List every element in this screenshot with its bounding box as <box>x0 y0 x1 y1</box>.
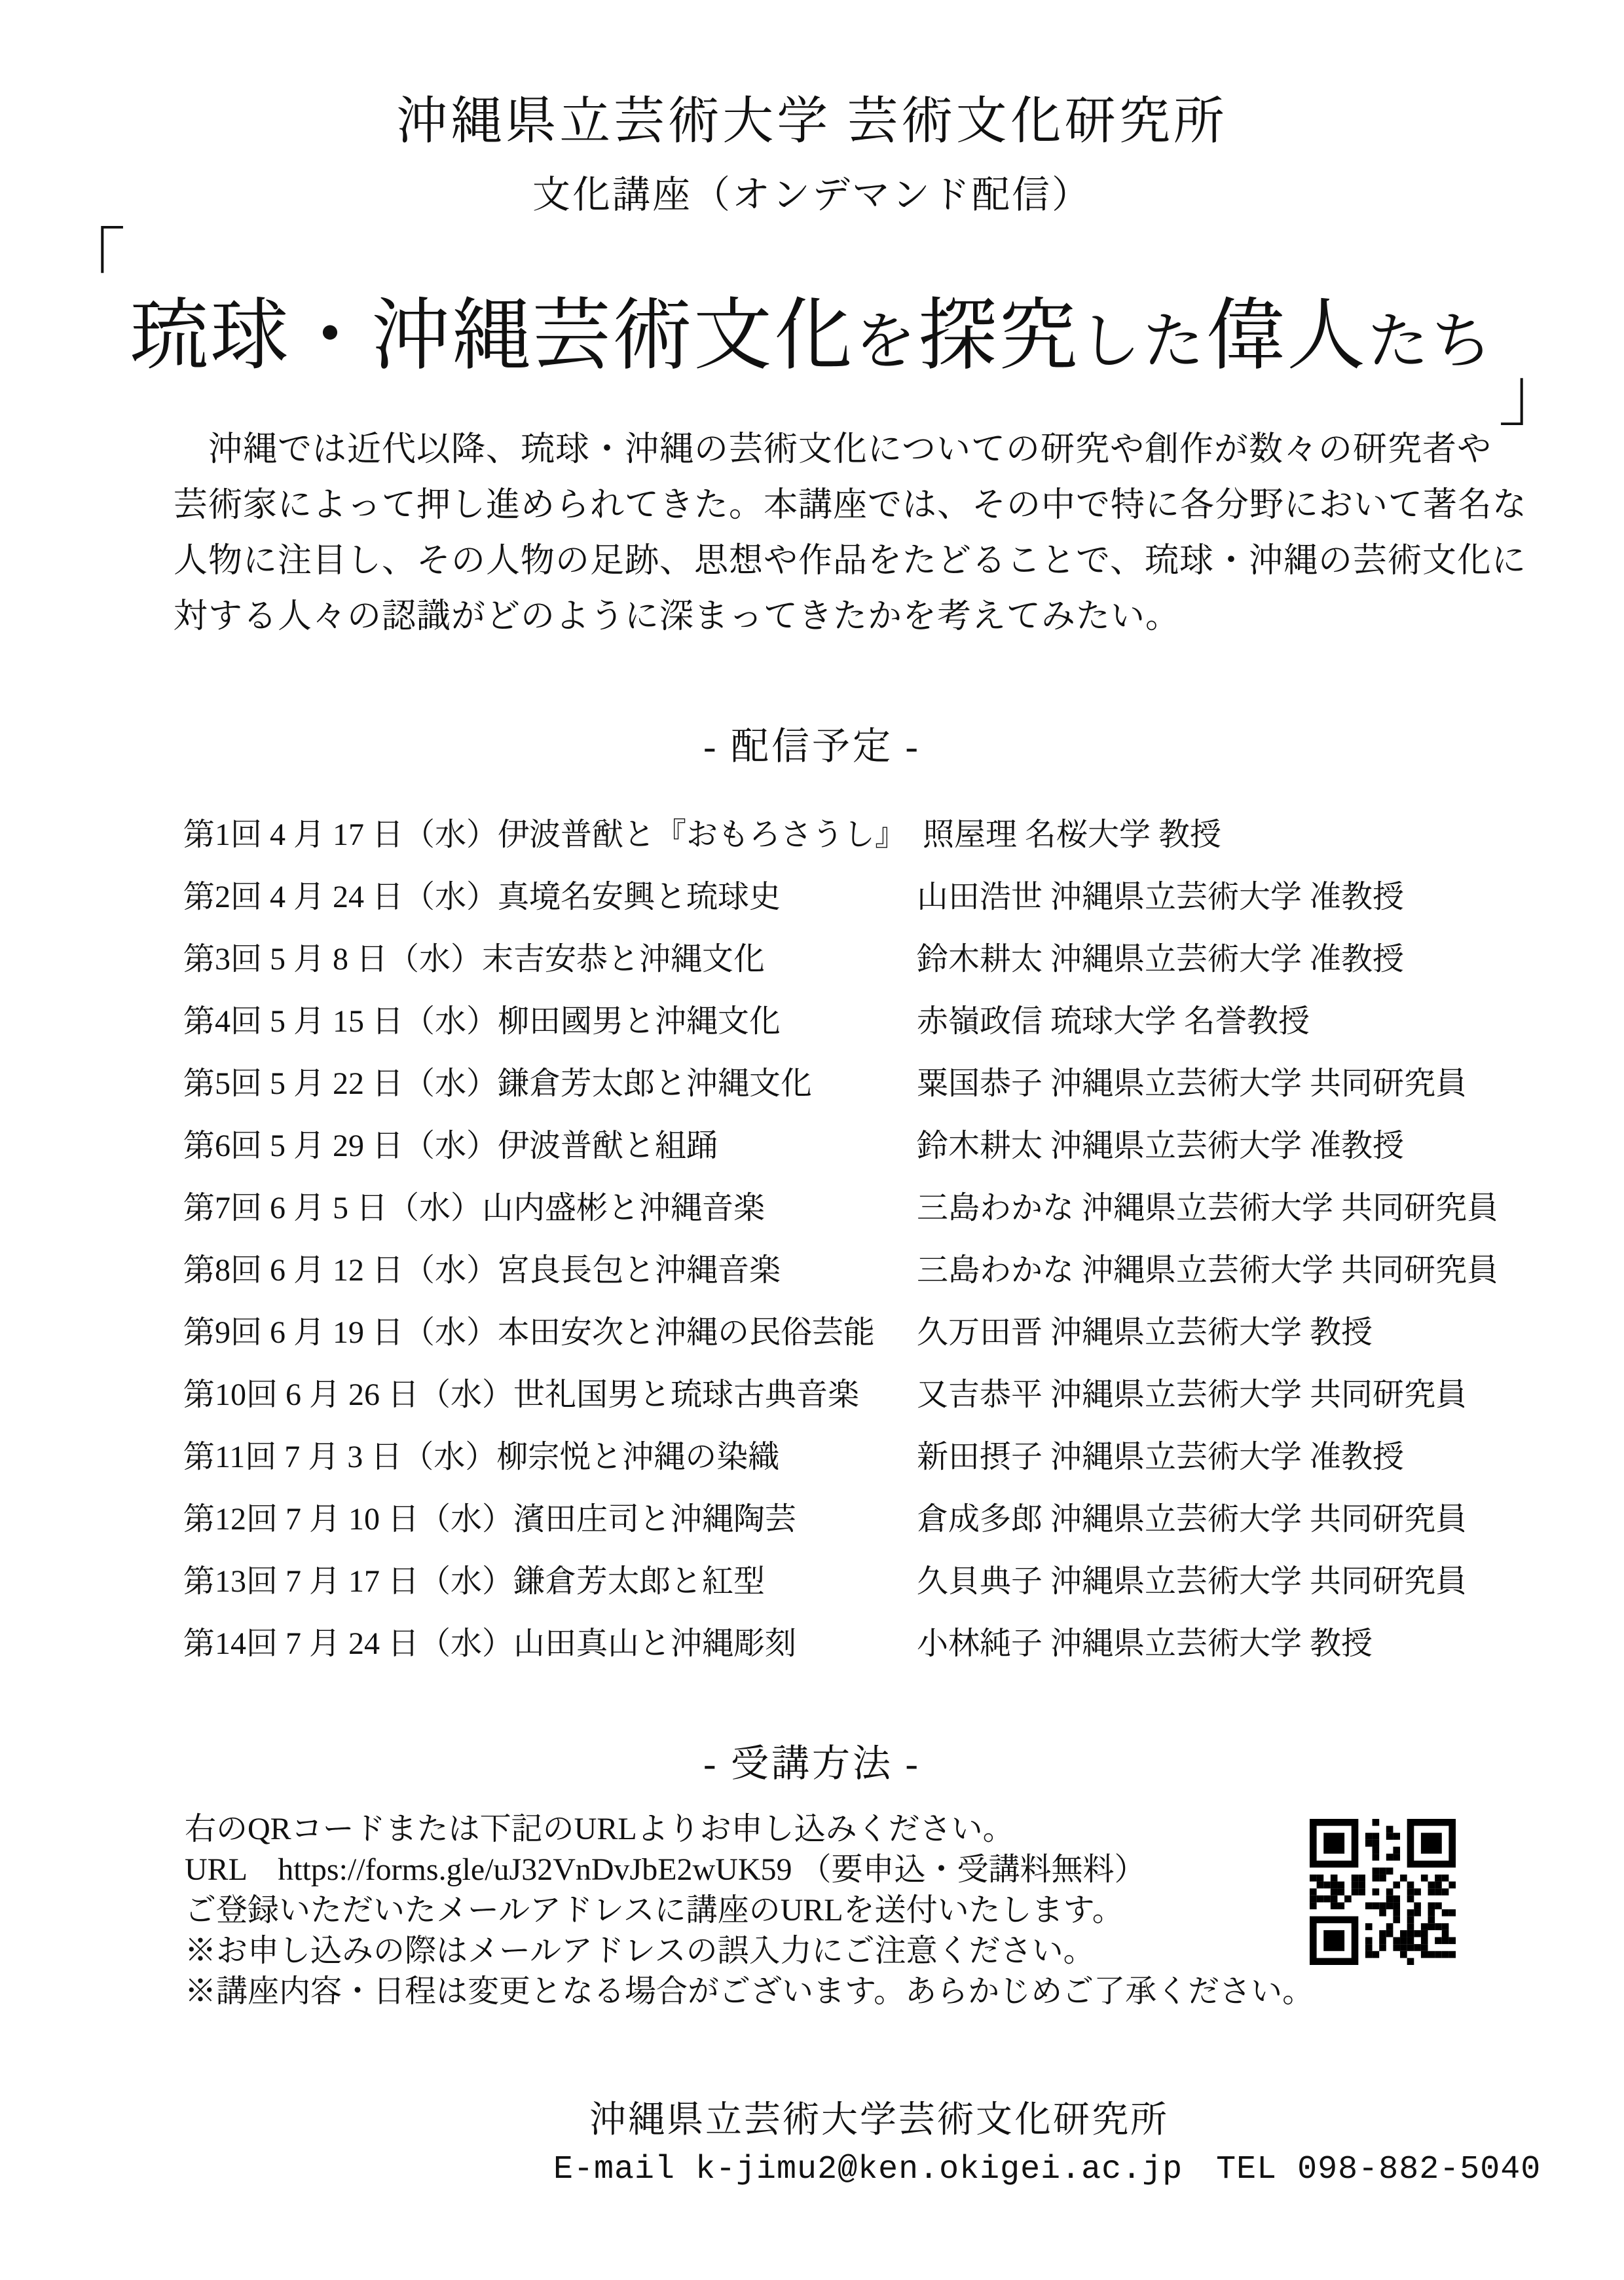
intro-line: 沖縄では近代以降、琉球・沖縄の芸術文化についての研究や創作が数々の研究者や <box>174 431 1492 468</box>
intro-line: 人物に注目し、その人物の足跡、思想や作品をたどることで、琉球・沖縄の芸術文化に <box>174 542 1526 580</box>
intro-line: 対する人々の認識がどのように深まってきたかを考えてみたい。 <box>174 598 1181 635</box>
schedule-row: 第11回 7 月 3 日（水）柳宗悦と沖縄の染織 新田摂子 沖縄県立芸術大学 准教授 <box>183 1440 1405 1474</box>
schedule-row: 第3回 5 月 8 日（水）末吉安恭と沖縄文化 鈴木耕太 沖縄県立芸術大学 准教授 <box>183 942 1405 977</box>
schedule-row: 第7回 6 月 5 日（水）山内盛彬と沖縄音楽 三島わかな 沖縄県立芸術大学 共同研究員 <box>183 1191 1499 1225</box>
footer-organization: 沖縄県立芸術大学芸術文化研究所 <box>589 2100 1169 2140</box>
howto-line: ご登録いただいたメールアドレスに講座のURLを送付いたします。 <box>185 1893 1124 1928</box>
schedule-row: 第2回 4 月 24 日（水）真境名安興と琉球史 山田浩世 沖縄県立芸術大学 准教授 <box>183 880 1405 914</box>
institution-title: 沖縄県立芸術大学 芸術文化研究所 <box>396 92 1228 149</box>
lecture-series-subtitle: 文化講座（オンデマンド配信） <box>532 174 1092 216</box>
qr-code <box>1310 1819 1456 1965</box>
schedule-list <box>183 800 1498 1672</box>
howto-block <box>185 1809 1314 2012</box>
intro-paragraph <box>174 422 1527 645</box>
close-corner-bracket: 」 <box>1498 355 1571 435</box>
schedule-row: 第8回 6 月 12 日（水）宮良長包と沖縄音楽 三島わかな 沖縄県立芸術大学 共同研究員 <box>183 1253 1499 1288</box>
schedule-section-heading: - 配信予定 - <box>703 725 921 768</box>
howto-note: ※お申し込みの際はメールアドレスの誤入力にご注意ください。 <box>185 1934 1095 1968</box>
schedule-row: 第12回 7 月 10 日（水）濱田庄司と沖縄陶芸 倉成多郎 沖縄県立芸術大学 共同研究員 <box>183 1502 1467 1537</box>
schedule-row: 第5回 5 月 22 日（水）鎌倉芳太郎と沖縄文化 粟国恭子 沖縄県立芸術大学 共同研究員 <box>183 1066 1467 1101</box>
footer-contact: E-mail k-jimu2@ken.okigei.ac.jp TEL 098-882-5040 <box>553 2151 1541 2188</box>
schedule-row: 第1回 4 月 17 日（水）伊波普猷と『おもろさうし』 照屋理 名桜大学 教授 <box>183 817 1222 852</box>
main-title-text: 琉球・沖縄芸術文化を探究した偉人たち <box>129 292 1495 379</box>
open-corner-bracket: 「 <box>53 223 126 303</box>
schedule-row: 第9回 6 月 19 日（水）本田安次と沖縄の民俗芸能 久万田晋 沖縄県立芸術大学 教授 <box>183 1315 1373 1350</box>
intro-line: 芸術家によって押し進められてきた。本講座では、その中で特に各分野において著名な <box>174 487 1528 524</box>
schedule-row: 第6回 5 月 29 日（水）伊波普猷と組踊 鈴木耕太 沖縄県立芸術大学 准教授 <box>183 1129 1405 1163</box>
application-url: URL https://forms.gle/uJ32VnDvJbE2wUK59 （要申込・受講料無料） <box>185 1852 1146 1887</box>
main-title <box>0 223 1624 435</box>
howto-note: ※講座内容・日程は変更となる場合がございます。あらかじめご了承ください。 <box>185 1974 1314 2009</box>
schedule-row: 第13回 7 月 17 日（水）鎌倉芳太郎と紅型 久貝典子 沖縄県立芸術大学 共同研究員 <box>183 1564 1467 1599</box>
schedule-row: 第4回 5 月 15 日（水）柳田國男と沖縄文化 赤嶺政信 琉球大学 名誉教授 <box>183 1004 1310 1039</box>
schedule-row: 第10回 6 月 26 日（水）世礼国男と琉球古典音楽 又吉恭平 沖縄県立芸術大学 共同研究員 <box>183 1377 1467 1412</box>
howto-section-heading: - 受講方法 - <box>703 1742 921 1785</box>
schedule-row: 第14回 7 月 24 日（水）山田真山と沖縄彫刻 小林純子 沖縄県立芸術大学 教授 <box>183 1626 1373 1661</box>
howto-line: 右のQRコードまたは下記のURLよりお申し込みください。 <box>185 1812 1014 1846</box>
